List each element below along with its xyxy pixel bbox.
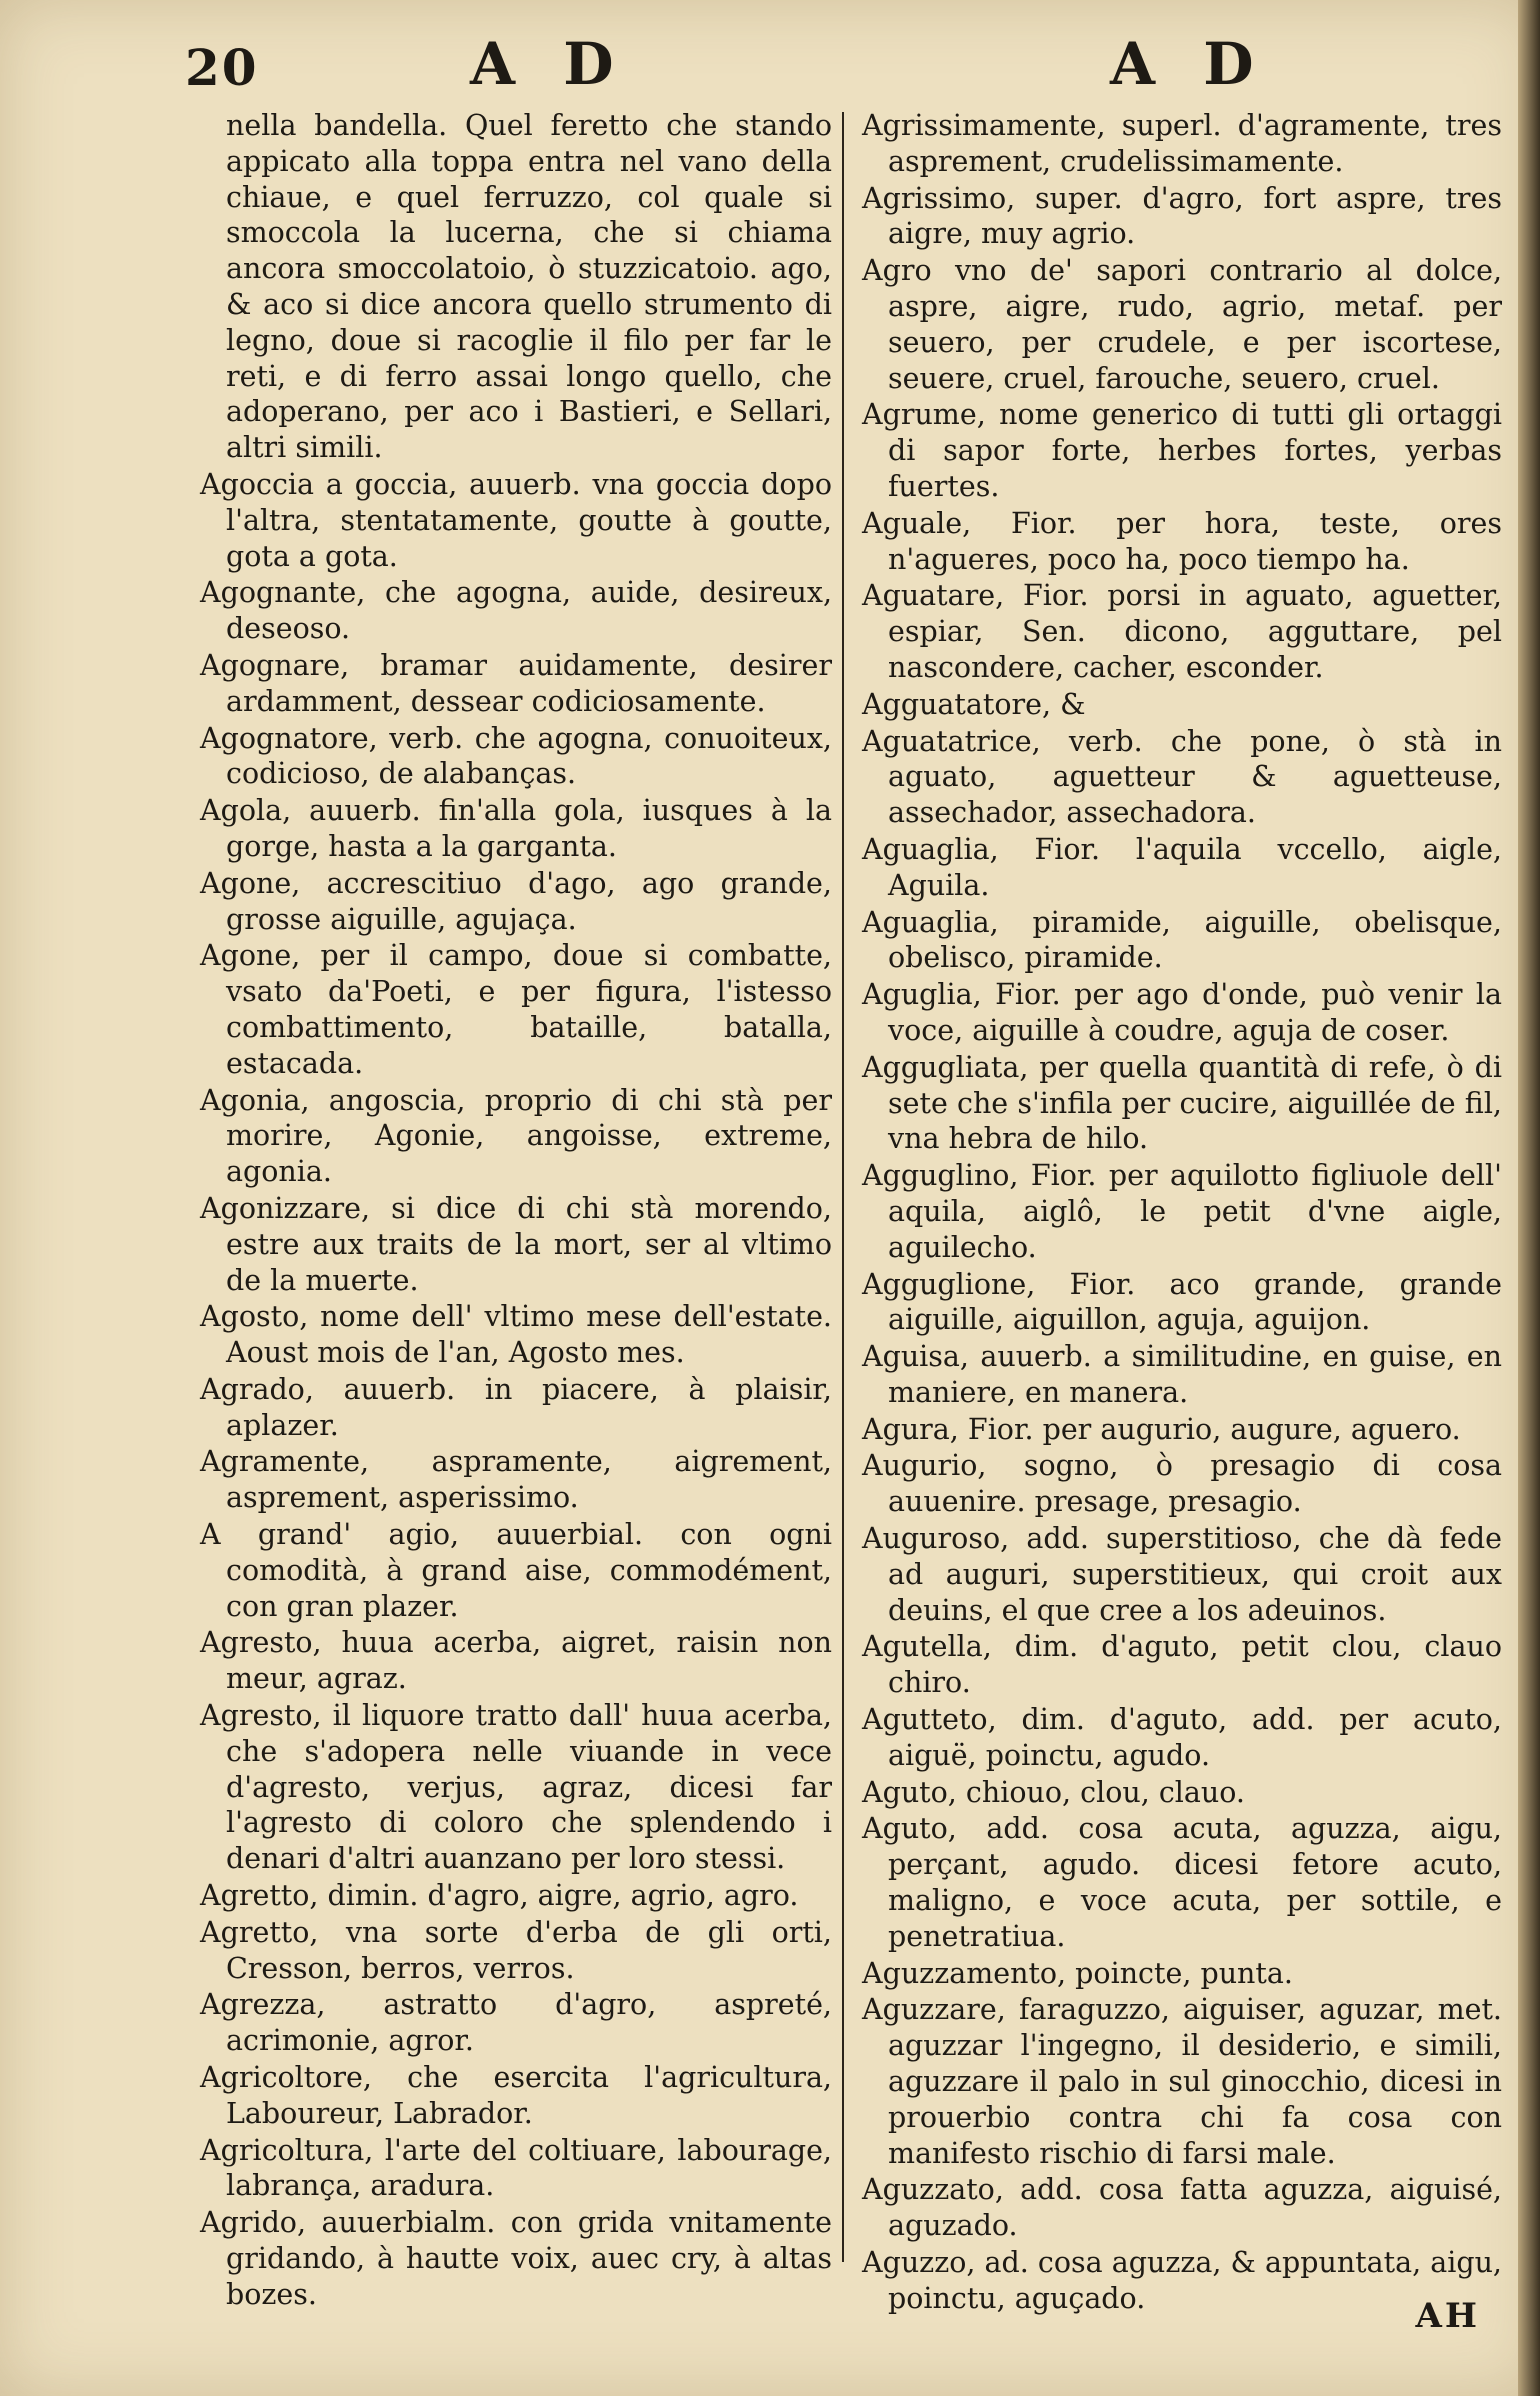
- dictionary-entry: Agrissimo, super. d'agro, fort aspre, tres aigre, muy agrio.: [862, 181, 1502, 251]
- dictionary-entry: Agutella, dim. d'aguto, petit clou, clauo chiro.: [862, 1630, 1502, 1700]
- dictionary-entry: nella bandella. Quel feretto che stando appicato alla toppa entra nel vano della chiaue, e quel ferruzzo, col quale si smoccola la lucerna, che si chiama ancora smoccolatoio, ò stuzzicatoio. ago, & aco si dice ancora quello strumento di legno, doue si racoglie il filo per far le reti, e di ferro assai longo quello, che adoperano, per aco i Bastieri, e Sellari, altri simili.: [226, 109, 832, 465]
- page-number: 20: [185, 38, 259, 97]
- dictionary-entry: Aguaglia, piramide, aiguille, obelisque, obelisco, piramide.: [862, 905, 1502, 975]
- dictionary-entry: Agonizzare, si dice di chi stà morendo, estre aux traits de la mort, ser al vltimo de la muerte.: [200, 1191, 832, 1297]
- dictionary-entry: Agone, per il campo, doue si combatte, vsato da'Poeti, e per figura, l'istesso combattimento, bataille, batalla, estacada.: [200, 939, 832, 1080]
- dictionary-entry: Agguatatore, &: [862, 687, 1086, 721]
- dictionary-entry: Agrezza, astratto d'agro, aspreté, acrimonie, agror.: [200, 1988, 832, 2058]
- dictionary-entry: Agognante, che agogna, auide, desireux, deseoso.: [200, 576, 832, 646]
- dictionary-entry: Agura, Fior. per augurio, augure, aguero.: [862, 1412, 1461, 1446]
- dictionary-entry: Agresto, huua acerba, aigret, raisin non meur, agraz.: [200, 1626, 832, 1696]
- left-column: [200, 108, 832, 2314]
- dictionary-entry: Agguglino, Fior. per aquilotto figliuole dell' aquila, aiglô, le petit d'vne aigle, aguilecho.: [862, 1159, 1502, 1264]
- dictionary-entry: Agresto, il liquore tratto dall' huua acerba, che s'adopera nelle viuande in vece d'agresto, verjus, agraz, dicesi far l'agresto di coloro che splendendo i denari d'altri auanzano per loro stessi.: [200, 1699, 832, 1876]
- dictionary-entry: Agognatore, verb. che agogna, conuoiteux, codicioso, de alabanças.: [200, 721, 832, 791]
- dictionary-entry: Agosto, nome dell' vltimo mese dell'estate. Aoust mois de l'an, Agosto mes.: [200, 1300, 832, 1370]
- dictionary-entry: Aguatatrice, verb. che pone, ò stà in aguato, aguetteur & aguetteuse, assechador, assechadora.: [862, 724, 1502, 830]
- dictionary-entry: Agola, auuerb. fin'alla gola, iusques à la gorge, hasta a la garganta.: [200, 794, 832, 863]
- dictionary-entry: Augurio, sogno, ò presagio di cosa auuenire. presage, presagio.: [862, 1449, 1502, 1519]
- dictionary-entry: Agone, accrescitiuo d'ago, ago grande, grosse aiguille, agujaça.: [200, 866, 832, 936]
- dictionary-entry: Aguisa, auuerb. a similitudine, en guise, en maniere, en manera.: [862, 1340, 1502, 1409]
- page-edge-shadow: [1518, 0, 1540, 2396]
- dictionary-entry: Aguzzare, faraguzzo, aiguiser, aguzar, met. aguzzar l'ingegno, il desiderio, e simili, aguzzare il palo in sul ginocchio, dicesi in prouerbio contra chi fa cosa con manifesto rischio di farsi male.: [862, 1993, 1502, 2170]
- dictionary-entry: Aggugliata, per quella quantità di refe, ò di sete che s'infila per cucire, aiguillée de fil, vna hebra de hilo.: [862, 1050, 1502, 1156]
- dictionary-entry: Aguto, chiouo, clou, clauo.: [862, 1775, 1245, 1809]
- dictionary-entry: Aguatare, Fior. porsi in aguato, aguetter, espiar, Sen. dicono, agguttare, pel nascondere, cacher, esconder.: [862, 579, 1502, 684]
- dictionary-entry: Agrado, auuerb. in piacere, à plaisir, aplazer.: [200, 1372, 832, 1442]
- dictionary-entry: Agramente, aspramente, aigrement, asprement, asperissimo.: [200, 1445, 832, 1515]
- dictionary-entry: Agretto, dimin. d'agro, aigre, agrio, agro.: [200, 1879, 799, 1913]
- dictionary-entry: Aguzzo, ad. cosa aguzza, & appuntata, aigu, poinctu, aguçado.: [862, 2246, 1502, 2315]
- right-running-head: A D: [1110, 30, 1268, 98]
- column-divider: [842, 112, 844, 2262]
- dictionary-entry: Agretto, vna sorte d'erba de gli orti, Cresson, berros, verros.: [200, 1915, 832, 1985]
- dictionary-entry: Agonia, angoscia, proprio di chi stà per morire, Agonie, angoisse, extreme, agonia.: [200, 1083, 832, 1189]
- dictionary-entry: Aguzzato, add. cosa fatta aguzza, aiguisé, aguzado.: [862, 2173, 1502, 2243]
- dictionary-entry: Agrume, nome generico di tutti gli ortaggi di sapor forte, herbes fortes, yerbas fuertes.: [862, 398, 1502, 503]
- dictionary-entry: Agutteto, dim. d'aguto, add. per acuto, aiguë, poinctu, agudo.: [862, 1703, 1502, 1772]
- dictionary-entry: Agro vno de' sapori contrario al dolce, aspre, aigre, rudo, agrio, metaf. per seuero, per crudele, e per iscortese, seuere, cruel, farouche, seuero, cruel.: [862, 254, 1502, 395]
- right-column: [862, 108, 1502, 2318]
- dictionary-entry: Agricoltura, l'arte del coltiuare, labourage, labrança, aradura.: [200, 2133, 832, 2203]
- dictionary-entry: Agognare, bramar auidamente, desirer ardamment, dessear codiciosamente.: [200, 648, 832, 718]
- dictionary-entry: Agrissimamente, superl. d'agramente, tres asprement, crudelissimamente.: [862, 109, 1502, 178]
- dictionary-entry: Aguglia, Fior. per ago d'onde, può venir la voce, aiguille à coudre, aguja de coser.: [862, 978, 1502, 1047]
- dictionary-entry: Agrido, auuerbialm. con grida vnitamente gridando, à hautte voix, auec cry, à altas bozes.: [200, 2206, 832, 2311]
- catchword: AH: [1415, 2296, 1480, 2336]
- dictionary-entry: Agguglione, Fior. aco grande, grande aiguille, aiguillon, aguja, aguijon.: [862, 1267, 1502, 1337]
- dictionary-entry: Agoccia a goccia, auuerb. vna goccia dopo l'altra, stentatamente, goutte à goutte, gota a gota.: [200, 467, 832, 573]
- dictionary-entry: Aguto, add. cosa acuta, aguzza, aigu, perçant, agudo. dicesi fetore acuto, maligno, e voce acuta, per sottile, e penetratiua.: [862, 1812, 1502, 1953]
- left-running-head: A D: [470, 30, 628, 98]
- dictionary-entry: Aguzzamento, poincte, punta.: [862, 1956, 1293, 1990]
- dictionary-entry: A grand' agio, auuerbial. con ogni comodità, à grand aise, commodément, con gran plazer.: [200, 1518, 832, 1623]
- dictionary-entry: Aguale, Fior. per hora, teste, ores n'agueres, poco ha, poco tiempo ha.: [862, 506, 1502, 576]
- dictionary-entry: Auguroso, add. superstitioso, che dà fede ad auguri, superstitieux, qui croit aux deuins, el que cree a los adeuinos.: [862, 1522, 1502, 1627]
- dictionary-entry: Aguaglia, Fior. l'aquila vccello, aigle, Aguila.: [862, 832, 1502, 902]
- dictionary-entry: Agricoltore, che esercita l'agricultura, Laboureur, Labrador.: [200, 2061, 832, 2130]
